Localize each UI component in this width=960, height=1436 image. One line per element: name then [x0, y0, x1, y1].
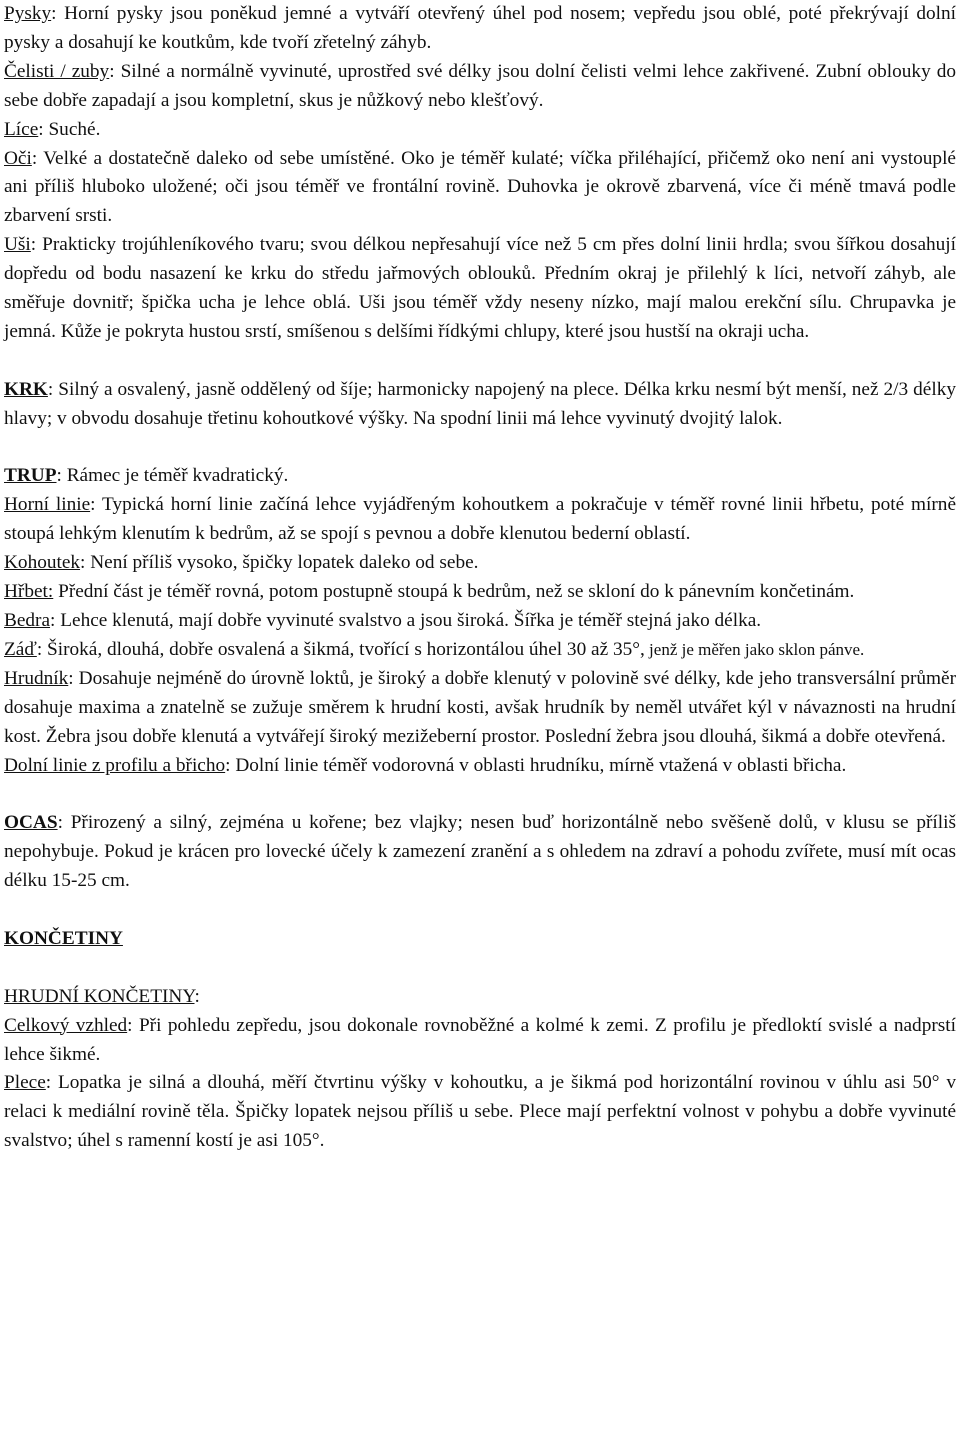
text-pysky: Horní pysky jsou poněkud jemné a vytváří otevřený úhel pod nosem; vepředu jsou oblé, poté překrývají dolní pysky a dosahují ke koutkům, kde tvoří zřetelný záhyb. [4, 3, 956, 53]
text-dolni-linie: Dolní linie téměř vodorovná v oblasti hrudníku, mírně vtažená v oblasti břicha. [235, 754, 847, 776]
separator: : [225, 754, 236, 776]
heading-hrudni-koncetiny: HRUDNÍ KONČETINY [4, 985, 195, 1007]
label-hrbet: Hřbet: [4, 581, 54, 603]
paragraph-krk [4, 376, 956, 434]
section-trup: TRUP [4, 465, 57, 487]
spacer [4, 896, 956, 925]
paragraph-dolni-linie [4, 752, 956, 781]
spacer [4, 780, 956, 809]
separator: : [109, 60, 121, 82]
separator: : [38, 118, 49, 140]
separator: : [80, 552, 91, 574]
separator: : [45, 1072, 58, 1094]
label-usi: Uši [4, 234, 31, 256]
paragraph-kohoutek [4, 549, 956, 578]
separator: : [68, 667, 79, 689]
separator: : [56, 465, 67, 487]
label-kohoutek: Kohoutek [4, 552, 81, 574]
spacer [4, 434, 956, 463]
spacer [4, 954, 956, 983]
text-trup: Rámec je téměř kvadratický. [66, 465, 289, 487]
paragraph-celkovy-vzhled [4, 1012, 956, 1070]
paragraph-hrudni-koncetiny [4, 983, 956, 1012]
text-celkovy-vzhled: Při pohledu zepředu, jsou dokonale rovnoběžné a kolmé k zemi. Z profilu je předloktí svislé a nadprstí lehce šikmé. [4, 1014, 956, 1065]
label-oci: Oči [4, 147, 32, 169]
paragraph-lice [4, 116, 956, 145]
paragraph-bedra [4, 607, 956, 636]
paragraph-usi [4, 231, 956, 347]
section-ocas: OCAS [4, 812, 58, 834]
text-celisti: Silné a normálně vyvinuté, uprostřed své délky jsou dolní čelisti velmi lehce zakřivené. Zubní oblouky do sebe dobře zapadají a jsou kompletní, skus je nůžkový nebo klešťový. [4, 60, 957, 111]
text-hrudnik: Dosahuje nejméně do úrovně loktů, je široký a dobře klenutý v polovině své délky, kde jeho transversální průměr dosahuje maxima a znatelně se zužuje směrem k hrudní kosti, avšak hrudník by neměl utvářet kýl v návaznosti na hrudní kost. Žebra jsou dobře klenutá a vytvářejí široký mezižeberní prostor. Poslední žebra jsou dlouhá, šikmá a dobře otevřená. [4, 667, 957, 747]
separator: : [90, 494, 103, 516]
label-bedra: Bedra [4, 610, 51, 631]
text-oci: Velké a dostatečně daleko od sebe umístěné. Oko je téměř kulaté; víčka přiléhající, přičemž oko není ani vystouplé ani příliš hluboko uložené; oči jsou téměř ve frontální rovině. Duhovka je okrově zbarvená, více či méně tmavá podle zbarvení srsti. [4, 147, 956, 227]
label-celkovy-vzhled: Celkový vzhled [4, 1014, 128, 1036]
separator: : [47, 378, 59, 400]
text-lice: Suché. [48, 118, 101, 140]
paragraph-hrudnik [4, 665, 956, 752]
label-celisti: Čelisti / zuby [4, 60, 110, 82]
paragraph-oci [4, 145, 956, 232]
section-krk: KRK [4, 378, 48, 400]
separator: : [30, 234, 43, 256]
label-plece: Plece [4, 1072, 46, 1094]
section-koncetiny: KONČETINY [4, 927, 123, 949]
label-horni-linie: Horní linie [4, 494, 91, 516]
heading-suffix: : [194, 985, 200, 1007]
separator: : [50, 610, 61, 631]
text-plece: Lopatka je silná a dlouhá, měří čtvrtinu výšky v kohoutku, a je šikmá pod horizontální rovinou v úhlu asi 50° v relaci k mediální rovině těla. Špičky lopatek nejsou příliš u sebe. Plece mají perfektní volnost v pohybu a dobře vyvinuté svalstvo; úhel s ramenní kostí je asi 105°. [4, 1072, 956, 1152]
paragraph-hrbet [4, 578, 956, 607]
label-zad: Záď [4, 638, 37, 660]
text-hrbet: Přední část je téměř rovná, potom postupně stoupá k bedrům, než se skloní do k pánevním končetinám. [58, 581, 855, 603]
label-lice: Líce [4, 118, 39, 140]
separator: : [36, 638, 47, 660]
label-pysky: Pysky [4, 3, 52, 24]
paragraph-ocas [4, 809, 956, 896]
label-dolni-linie: Dolní linie z profilu a břicho [4, 754, 226, 776]
text-usi: Prakticky trojúhleníkového tvaru; svou délkou nepřesahují více než 5 cm přes dolní linii hrdla; svou šířkou dosahují dopředu od bodu nasazení ke krku do středu jařmových oblouků. Předním okraj je přilehlý k líci, netvoří záhyb, ale směřuje dovnitř; špička ucha je lehce oblá. Uši jsou téměř vždy neseny nízko, mají malou erekční sílu. Chrupavka je jemná. Kůže je pokryta hustou srstí, smíšenou s delšími řídkými chlupy, které jsou hustší na okraji ucha. [4, 234, 956, 342]
text-horni-linie: Typická horní linie začíná lehce vyjádřeným kohoutkem a pokračuje v téměř rovné linii hřbetu, poté mírně stoupá lehkým klenutím k bedrům, až se spojí s pevnou a dobře klenutou bederní oblastí. [4, 494, 957, 545]
separator: : [31, 147, 44, 169]
text-kohoutek: Není příliš vysoko, špičky lopatek daleko od sebe. [90, 552, 479, 574]
paragraph-celisti [4, 58, 956, 116]
paragraph-pysky [4, 0, 956, 58]
label-hrudnik: Hrudník [4, 667, 69, 689]
spacer [4, 347, 956, 376]
paragraph-horni-linie [4, 491, 956, 549]
paragraph-plece [4, 1069, 956, 1156]
text-krk: Silný a osvalený, jasně oddělený od šíje; harmonicky napojený na plece. Délka krku nesmí být menší, než 2/3 délky hlavy; v obvodu dosahuje třetinu kohoutkové výšky. Na spodní linii má lehce vyvinutý dvojitý lalok. [4, 378, 956, 429]
paragraph-trup [4, 462, 956, 491]
text-zad: Široká, dlouhá, dobře osvalená a šikmá, tvořící s horizontálou úhel 30 až 35°, [47, 638, 645, 660]
text-zad-small: jenž je měřen jako sklon pánve. [644, 639, 865, 659]
separator: : [127, 1014, 139, 1036]
text-bedra: Lehce klenutá, mají dobře vyvinuté svalstvo a jsou široká. Šířka je téměř stejná jako délka. [60, 610, 762, 631]
text-ocas: Přirozený a silný, zejména u kořene; bez vlajky; nesen buď horizontálně nebo svěšeně dolů, v klusu se příliš nepohybuje. Pokud je krácen pro lovecké účely k zamezení zranění a s ohledem na zdraví a pohodu zvířete, musí mít ocas délku 15-25 cm. [4, 812, 957, 892]
separator: : [51, 3, 65, 24]
paragraph-zad [4, 636, 956, 665]
separator: : [57, 812, 71, 834]
paragraph-koncetiny [4, 925, 956, 954]
